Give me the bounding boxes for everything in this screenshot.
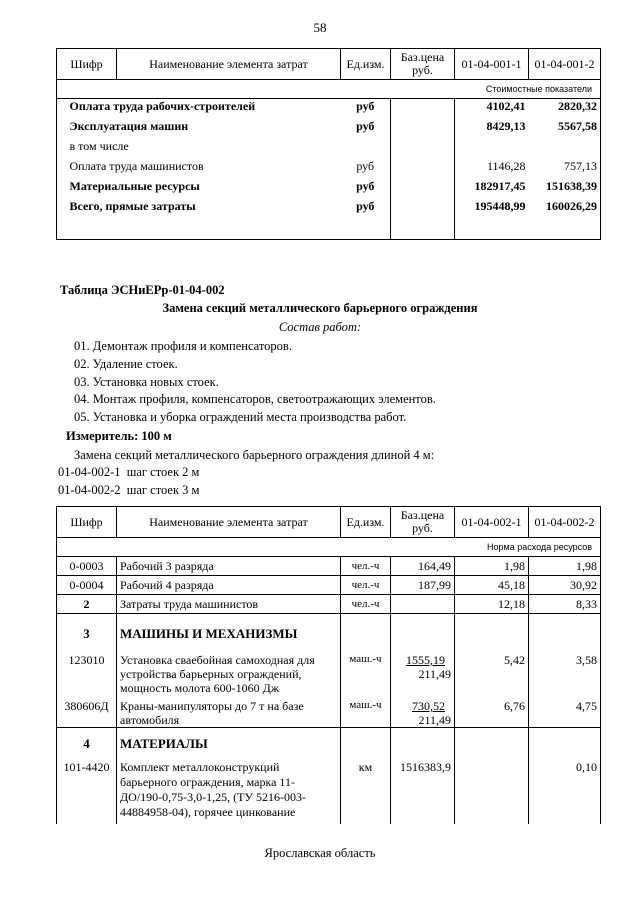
table-row [57,576,601,595]
cost-indicators-table [56,48,601,99]
row-name: Затраты труда машинистов [117,595,341,614]
row-value-1: 45,18 [455,576,529,595]
row-unit: чел.-ч [341,595,391,614]
header-col-2: 01-04-002-2 [529,507,601,538]
row-value-1: 4102,41 [455,99,529,119]
variant-row [58,465,199,480]
row-value-1: 8429,13 [455,119,529,139]
region-footer: Ярославская область [264,846,376,860]
row-unit: маш.-ч [341,695,391,728]
table-row [57,650,601,695]
work-item: 03. Установка новых стоек. [74,375,219,389]
section-heading-row [57,728,601,759]
section-code: 4 [57,728,117,759]
header-name: Наименование элемента затрат [117,49,341,80]
row-name: Установка сваебойная самоходная для устройства барьерных ограждений, мощность молота 600-1060 Дж [117,650,341,695]
row-value-2: 3,58 [529,650,601,695]
row-value-2: 151638,39 [529,179,601,199]
measure-unit: Измеритель: 100 м [66,429,172,443]
row-code: 123010 [57,650,117,695]
cost-indicators-body [56,99,601,240]
row-value-1: 5,42 [455,650,529,695]
table-row [57,139,601,159]
header-col-1: 01-04-002-1 [455,507,529,538]
work-item: 05. Установка и уборка ограждений места производства работ. [74,410,407,424]
table-row [57,595,601,614]
resource-norms-table [56,506,601,824]
price-labor: 211,49 [418,713,451,727]
section-title: МАТЕРИАЛЫ [117,728,341,759]
row-value-1 [455,758,529,824]
work-composition-title: Состав работ: [278,320,362,334]
row-unit: чел.-ч [341,557,391,576]
row-name: Рабочий 3 разряда [117,557,341,576]
table-end-row [57,219,601,240]
row-value-1: 12,18 [455,595,529,614]
row-value-2: 4,75 [529,695,601,728]
row-price: 187,99 [391,576,455,595]
row-name: Краны-манипуляторы до 7 т на базе автомобиля [117,695,341,728]
variant-code: 01-04-002-1 [58,465,121,479]
row-value-2: 30,92 [529,576,601,595]
row-value-2: 160026,29 [529,199,601,219]
table-header-row [57,49,601,80]
row-value-2: 757,13 [529,159,601,179]
table-row [57,99,601,119]
table-title: Таблица ЭСНиЕРр-01-04-002 [60,283,225,297]
header-unit: Ед.изм. [341,49,391,80]
row-code: 0-0004 [57,576,117,595]
section-code: 3 [57,614,117,651]
row-price: 1516383,9 [391,758,455,824]
description: Замена секций металлического барьерного ограждения длиной 4 м: [74,448,435,462]
row-unit: руб [356,119,375,133]
row-name: Эксплуатация машин [69,119,189,133]
row-unit: руб [356,179,375,193]
row-price [391,650,455,695]
row-unit: руб [356,199,375,213]
row-name: Всего, прямые затраты [69,199,196,213]
header-code: Шифр [57,507,117,538]
row-value-1: 6,76 [455,695,529,728]
variant-row [58,483,199,498]
table-row [57,159,601,179]
row-price: 164,49 [391,557,455,576]
section-label-row [57,80,601,99]
row-value-2: 1,98 [529,557,601,576]
row-code: 0-0003 [57,557,117,576]
row-value-2: 2820,32 [529,99,601,119]
table-row [57,119,601,139]
section-title: МАШИНЫ И МЕХАНИЗМЫ [117,614,341,651]
variant-text: шаг стоек 3 м [126,483,200,497]
variant-text: шаг стоек 2 м [126,465,200,479]
row-code: 380606Д [57,695,117,728]
section-label: Норма расхода ресурсов [57,538,601,557]
row-value-1: 1,98 [455,557,529,576]
row-name: Комплект металлоконструкций барьерного ограждения, марка 11-ДО/190-0,75-3,0-1,25, (ТУ 5216-003-44884958-04), горячее цинкование [117,758,341,824]
table-row [57,199,601,219]
row-name: Материальные ресурсы [69,179,200,193]
row-value-2: 5567,58 [529,119,601,139]
header-base-price: Баз.цена руб. [391,49,455,80]
header-col-2: 01-04-001-2 [529,49,601,80]
table-subtitle: Замена секций металлического барьерного ограждения [162,301,478,315]
price-total: 1555,19 [406,653,445,667]
row-value-1: 195448,99 [455,199,529,219]
price-labor: 211,49 [418,667,451,681]
page-number: 58 [313,20,327,35]
row-unit: руб [356,159,375,173]
row-price [391,595,455,614]
header-col-1: 01-04-001-1 [455,49,529,80]
section-label: Стоимостные показатели [57,80,601,99]
table-header-row [57,507,601,538]
work-item: 04. Монтаж профиля, компенсаторов, светоотражающих элементов. [74,392,436,406]
row-name: Оплата труда рабочих-строителей [69,99,256,113]
price-total: 730,52 [412,699,445,713]
table-row [57,557,601,576]
table-row [57,695,601,728]
header-base-price: Баз.цена руб. [391,507,455,538]
row-unit: чел.-ч [341,576,391,595]
header-name: Наименование элемента затрат [117,507,341,538]
work-item: 02. Удаление стоек. [74,357,178,371]
row-value-1: 1146,28 [455,159,529,179]
row-code: 2 [57,595,117,614]
variant-code: 01-04-002-2 [58,483,121,497]
row-unit: маш.-ч [341,650,391,695]
row-unit: руб [356,99,375,113]
section-label-row [57,538,601,557]
work-item: 01. Демонтаж профиля и компенсаторов. [74,339,292,353]
row-value-1: 182917,45 [455,179,529,199]
table-row [57,179,601,199]
table-row [57,758,601,824]
row-name: Оплата труда машинистов [69,159,204,173]
row-code: 101-4420 [57,758,117,824]
row-name: в том числе [69,139,129,153]
row-unit: км [341,758,391,824]
header-unit: Ед.изм. [341,507,391,538]
row-price [391,695,455,728]
row-name: Рабочий 4 разряда [117,576,341,595]
row-value-2: 8,33 [529,595,601,614]
section-heading-row [57,614,601,651]
header-code: Шифр [57,49,117,80]
row-value-2: 0,10 [529,758,601,824]
